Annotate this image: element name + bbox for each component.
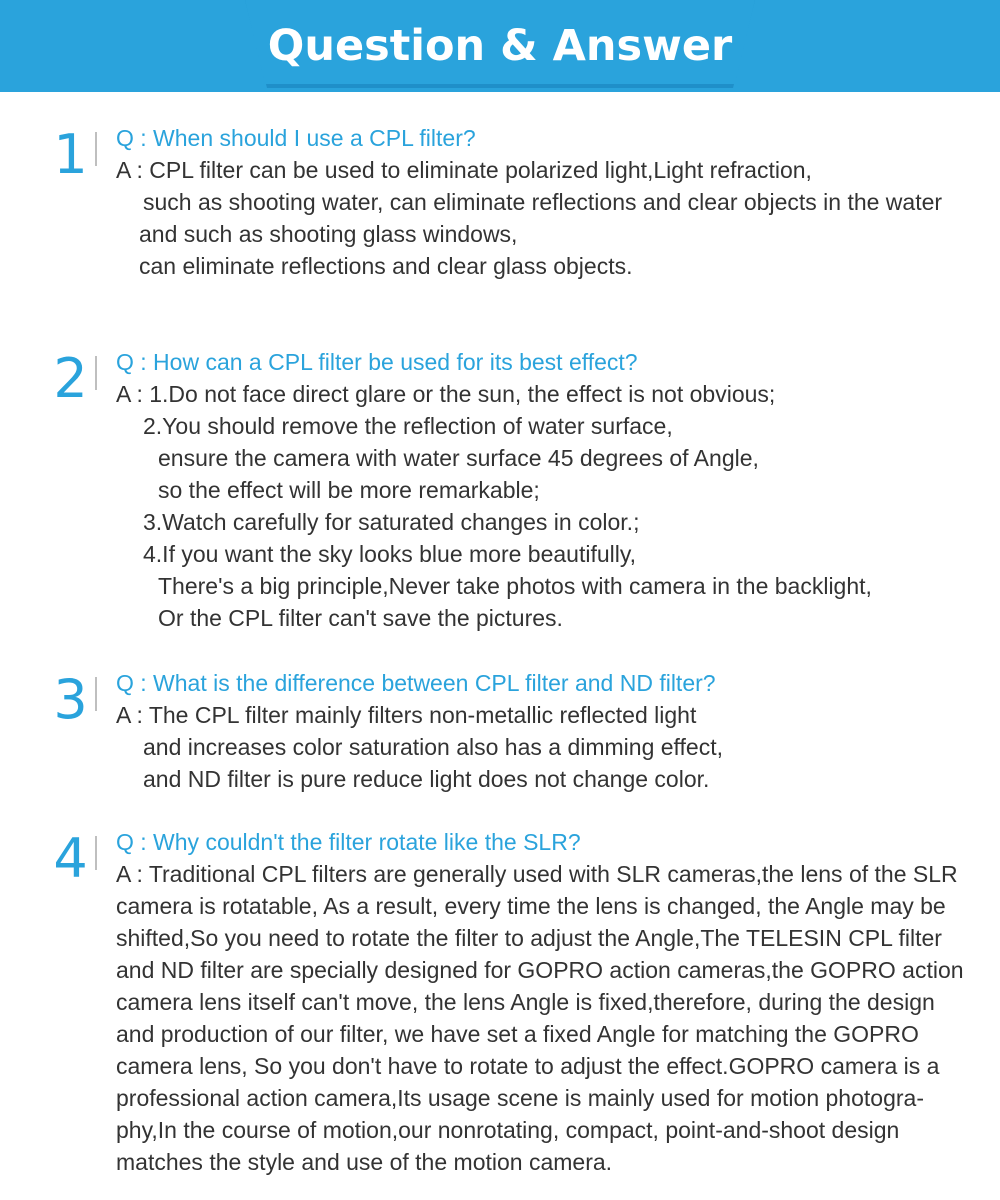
answer-line: and production of our filter, we have set a fixed Angle for matching the GOPRO xyxy=(116,1021,919,1047)
question-text: Q : What is the difference between CPL filter and ND filter? xyxy=(116,670,716,696)
answer-line: and ND filter are specially designed for GOPRO action cameras,the GOPRO action xyxy=(116,957,964,983)
qa-divider xyxy=(95,356,97,390)
answer-line: can eliminate reflections and clear glass objects. xyxy=(139,253,633,279)
answer-line: There's a big principle,Never take photos with camera in the backlight, xyxy=(158,573,872,599)
answer-line: A : 1.Do not face direct glare or the sun, the effect is not obvious; xyxy=(116,381,776,407)
question-text: Q : How can a CPL filter be used for its best effect? xyxy=(116,349,638,375)
answer-line: shifted,So you need to rotate the filter to adjust the Angle,The TELESIN CPL filter xyxy=(116,925,942,951)
answer-line: A : CPL filter can be used to eliminate polarized light,Light refraction, xyxy=(116,157,812,183)
qa-number: 2 xyxy=(53,347,88,410)
question-text: Q : Why couldn't the filter rotate like the SLR? xyxy=(116,829,581,855)
question-text: Q : When should I use a CPL filter? xyxy=(116,125,476,151)
answer-line: so the effect will be more remarkable; xyxy=(158,477,540,503)
answer-line: 4.If you want the sky looks blue more beautifully, xyxy=(143,541,637,567)
qa-divider xyxy=(95,836,97,870)
qa-text xyxy=(116,122,976,282)
qa-text xyxy=(116,826,976,1178)
qa-divider xyxy=(95,132,97,166)
answer-line: professional action camera,Its usage scene is mainly used for motion photogra- xyxy=(116,1085,924,1111)
answer-line: 2.You should remove the reflection of water surface, xyxy=(143,413,673,439)
answer-line: Or the CPL filter can't save the pictures. xyxy=(158,605,563,631)
answer-line: such as shooting water, can eliminate reflections and clear objects in the water xyxy=(143,189,943,215)
header-band xyxy=(0,0,1000,92)
answer-line: camera is rotatable, As a result, every time the lens is changed, the Angle may be xyxy=(116,893,946,919)
answer-line: and ND filter is pure reduce light does not change color. xyxy=(143,766,710,792)
answer-line: A : Traditional CPL filters are generally used with SLR cameras,the lens of the SLR xyxy=(116,861,958,887)
qa-text xyxy=(116,667,976,795)
answer-line: 3.Watch carefully for saturated changes in color.; xyxy=(143,509,640,535)
answer-line: and increases color saturation also has a dimming effect, xyxy=(143,734,723,760)
answer-line: A : The CPL filter mainly filters non-metallic reflected light xyxy=(116,702,697,728)
qa-number: 3 xyxy=(53,668,88,731)
answer-line: matches the style and use of the motion camera. xyxy=(116,1149,613,1175)
answer-line: phy,In the course of motion,our nonrotating, compact, point-and-shoot design xyxy=(116,1117,900,1143)
answer-line: ensure the camera with water surface 45 degrees of Angle, xyxy=(158,445,759,471)
qa-number: 4 xyxy=(53,827,88,890)
answer-line: camera lens itself can't move, the lens Angle is fixed,therefore, during the design xyxy=(116,989,935,1015)
page-title: Question & Answer xyxy=(267,21,733,71)
qa-number: 1 xyxy=(53,123,88,186)
answer-line: camera lens, So you don't have to rotate to adjust the effect.GOPRO camera is a xyxy=(116,1053,940,1079)
qa-divider xyxy=(95,677,97,711)
qa-text xyxy=(116,346,976,634)
answer-line: and such as shooting glass windows, xyxy=(139,221,518,247)
